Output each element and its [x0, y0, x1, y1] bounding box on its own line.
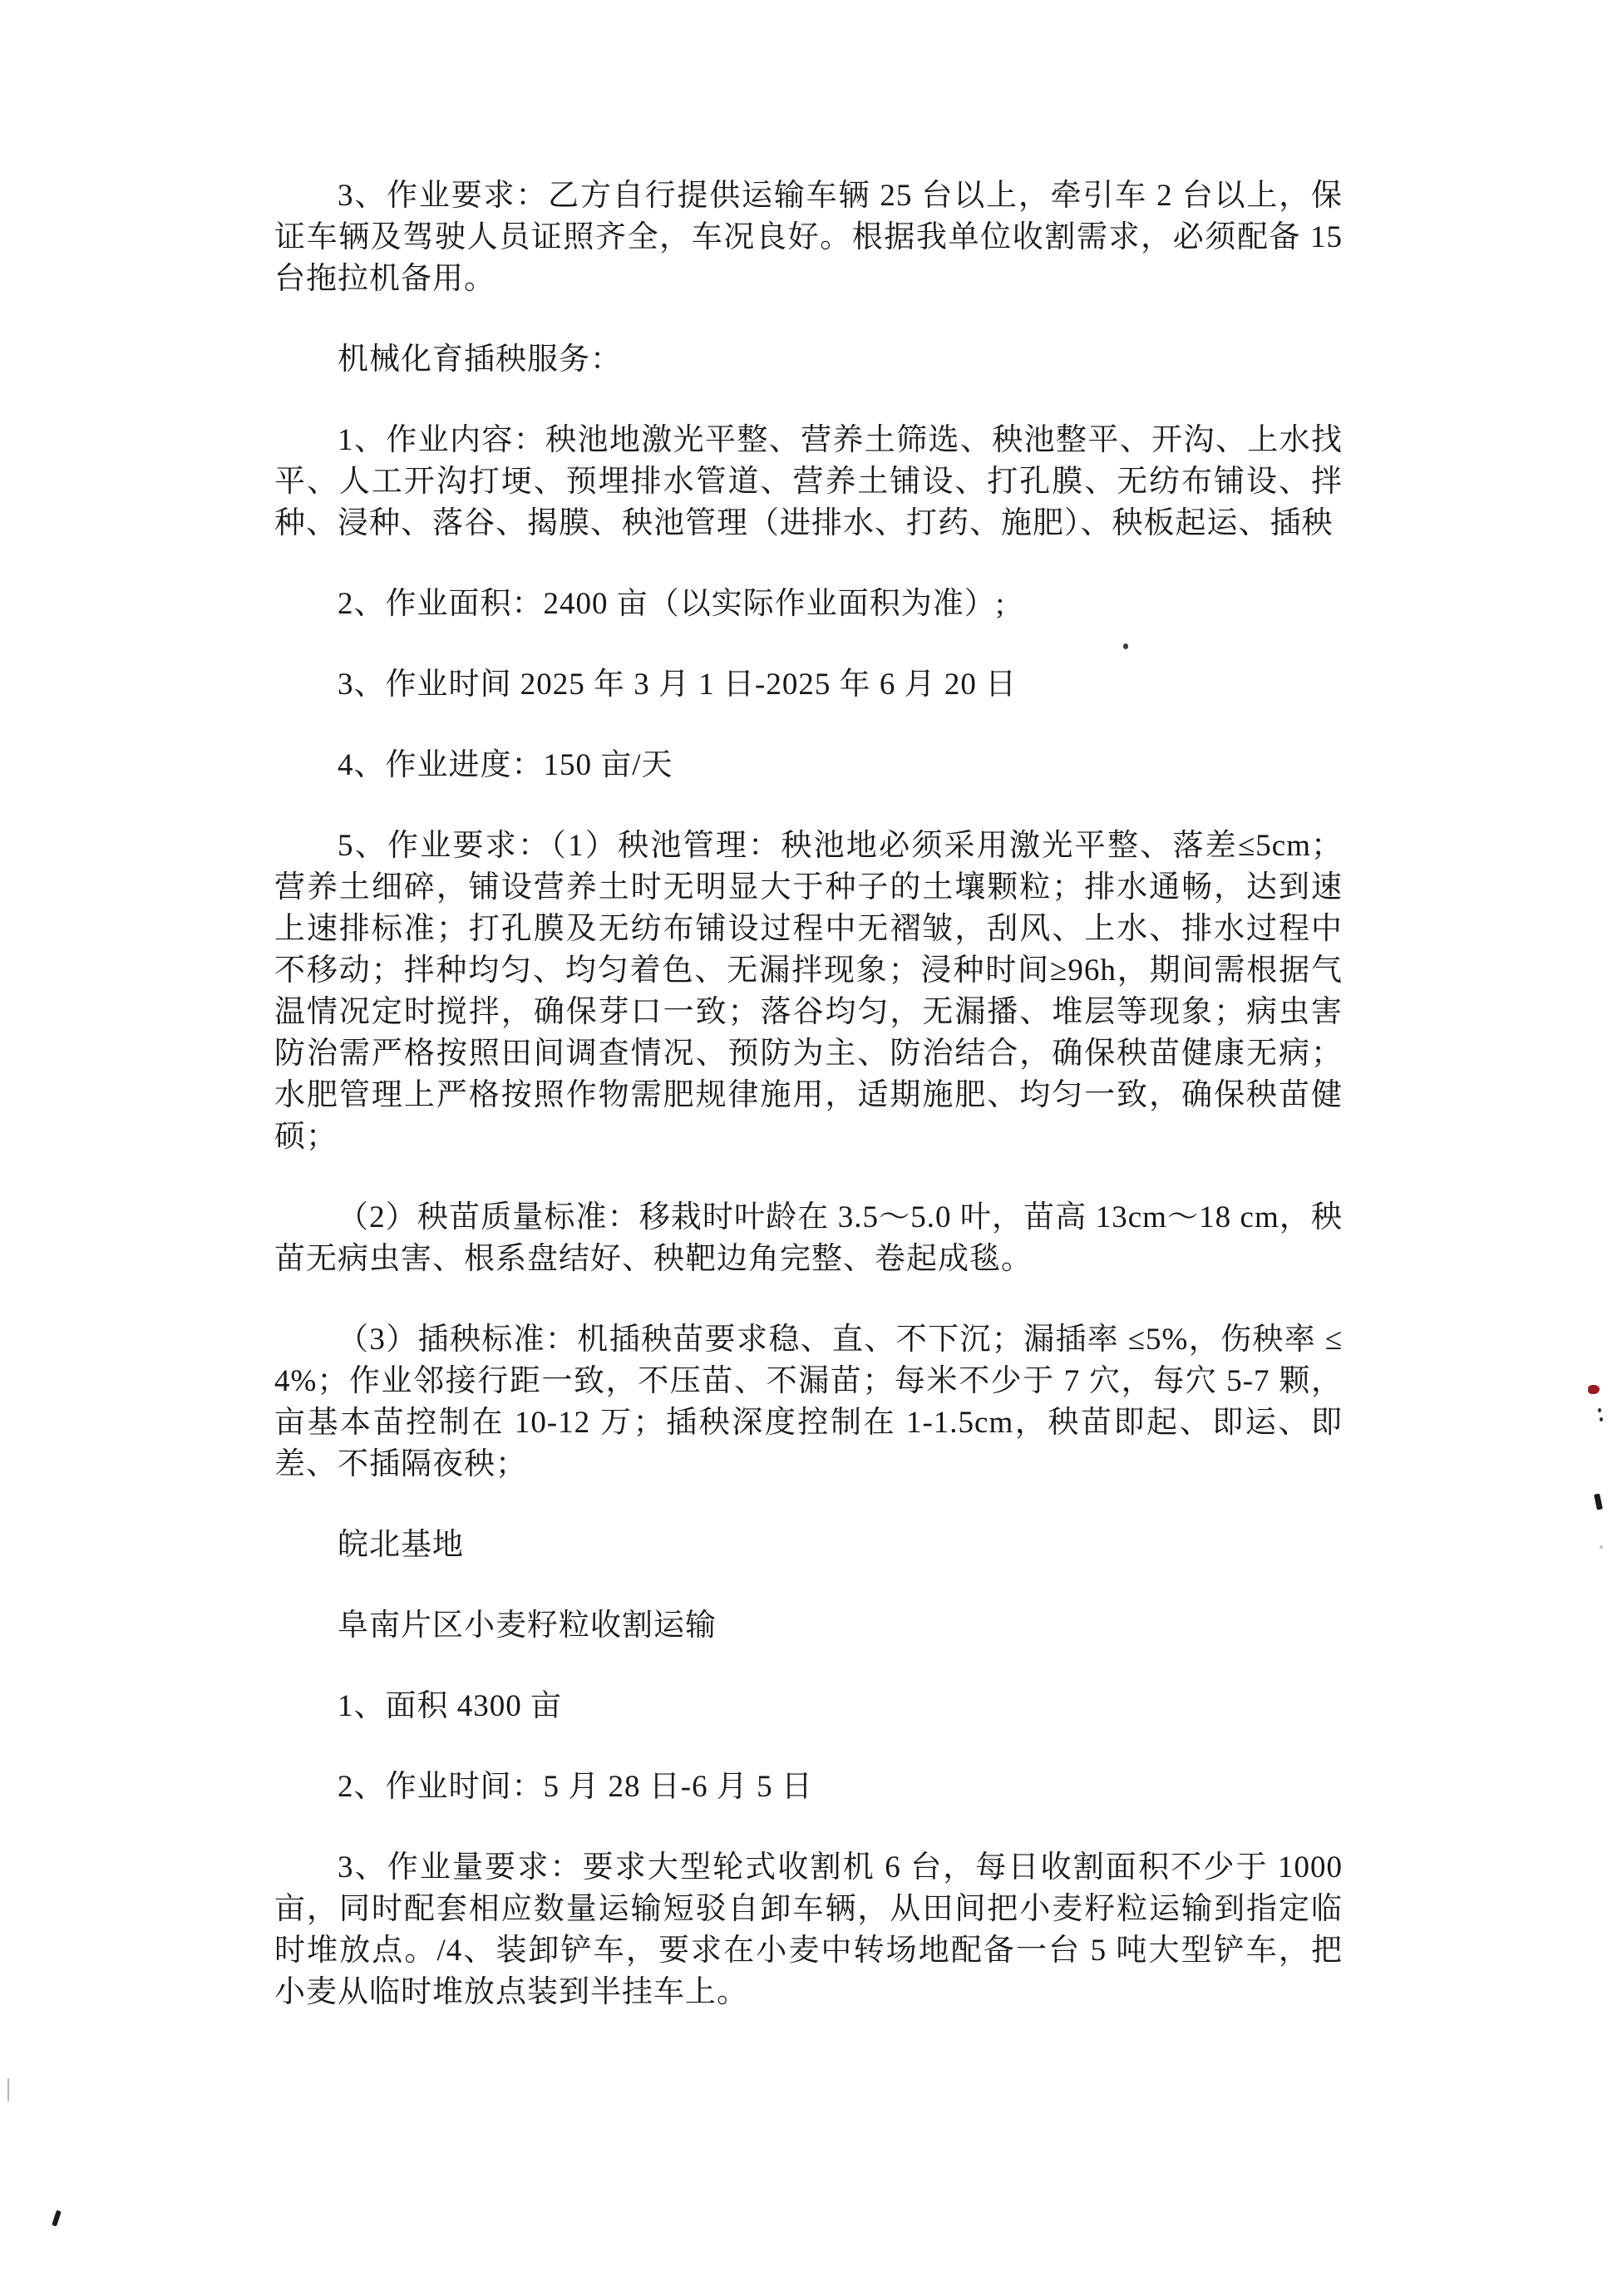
faint-line-left-edge [7, 2078, 9, 2101]
document-paragraph: 1、作业内容：秧池地激光平整、营养土筛选、秧池整平、开沟、上水找平、人工开沟打埂、预埋排水管道、营养土铺设、打孔膜、无纺布铺设、拌种、浸种、落谷、揭膜、秧池管理（进排水、打药、施肥）、秧板起运、插秧 [274, 423, 1343, 540]
section-heading: 阜南片区小麦籽粒收割运输 [338, 1609, 717, 1643]
document-paragraph: 3、作业要求：乙方自行提供运输车辆 25 台以上，牵引车 2 台以上，保证车辆及驾驶人员证照齐全，车况良好。根据我单位收割需求，必须配备 15 台拖拉机备用。 [274, 179, 1343, 296]
section-heading: 皖北基地 [338, 1528, 464, 1562]
ink-slash-right [1594, 1493, 1603, 1510]
ink-slash-bottom-left [52, 2210, 62, 2227]
section-heading: 机械化育插秧服务： [338, 342, 622, 377]
document-body [274, 175, 1343, 2052]
document-paragraph: 3、作业量要求：要求大型轮式收割机 6 台，每日收割面积不少于 1000 亩，同时配套相应数量运输短驳自卸车辆，从田间把小麦籽粒运输到指定临时堆放点。/4、装卸铲车，要求在小麦中转场地配备一台 5 吨大型铲车，把小麦从临时堆放点装到半挂车上。 [274, 1850, 1343, 2009]
document-paragraph: （3）插秧标准：机插秧苗要求稳、直、不下沉；漏插率 ≤5%，伤秧率 ≤4%；作业邻接行距一致，不压苗、不漏苗；每米不少于 7 穴，每穴 5-7 颗，亩基本苗控制在 10-12 万；插秧深度控制在 1-1.5cm，秧苗即起、即运、即差、不插隔夜秧； [274, 1323, 1343, 1481]
document-paragraph: （2）秧苗质量标准：移栽时叶龄在 3.5～5.0 叶，苗高 13cm～18 cm，秧苗无病虫害、根系盘结好、秧靶边角完整、卷起成毯。 [274, 1200, 1343, 1276]
document-paragraph: 5、作业要求：（1）秧池管理：秧池地必须采用激光平整、落差≤5cm；营养土细碎，铺设营养土时无明显大于种子的土壤颗粒；排水通畅，达到速上速排标准；打孔膜及无纺布铺设过程中无褶皱，刮风、上水、排水过程中不移动；拌种均匀、均匀着色、无漏拌现象；浸种时间≥96h，期间需根据气温情况定时搅拌，确保芽口一致；落谷均匀，无漏播、堆层等现象；病虫害防治需严格按照田间调查情况、预防为主、防治结合，确保秧苗健康无病；水肥管理上严格按照作物需肥规律施用，适期施肥、均匀一致，确保秧苗健硕； [274, 829, 1343, 1154]
ink-dot-lower [1600, 1417, 1603, 1421]
ink-dot-upper [1598, 1408, 1601, 1412]
document-paragraph: 2、作业面积：2400 亩（以实际作业面积为准）; [338, 587, 1006, 621]
document-paragraph: 4、作业进度：150 亩/天 [338, 748, 673, 782]
red-ink-mark [1588, 1385, 1600, 1394]
document-paragraph: 3、作业时间 2025 年 3 月 1 日-2025 年 6 月 20 日 [338, 668, 1018, 702]
document-paragraph: 1、面积 4300 亩 [338, 1689, 562, 1723]
document-paragraph: 2、作业时间：5 月 28 日-6 月 5 日 [338, 1770, 813, 1804]
faint-speck-right [1600, 1545, 1603, 1549]
